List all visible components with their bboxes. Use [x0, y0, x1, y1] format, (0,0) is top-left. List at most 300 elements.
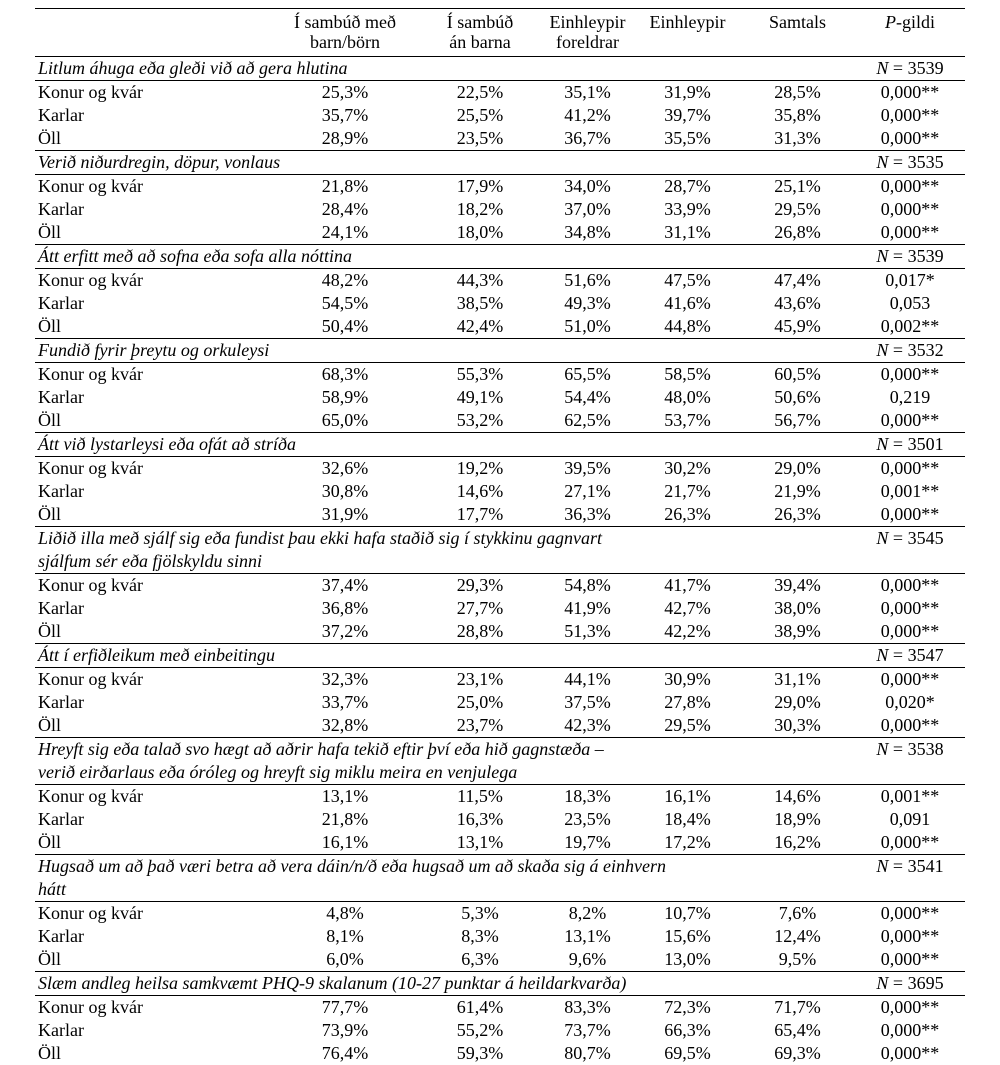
- section-title-line: hátt: [38, 879, 67, 899]
- cell-single: 53,7%: [635, 409, 740, 433]
- cell-p-value: 0,000**: [880, 458, 940, 478]
- cell-cohabiting-no-children: 55,3%: [456, 364, 504, 384]
- cell-p-value: 0,020*: [885, 692, 935, 712]
- cell-total: 12,4%: [774, 926, 821, 946]
- cell-single: 31,1%: [635, 221, 740, 245]
- cell-total: 65,4%: [774, 1020, 821, 1040]
- statistics-table: [35, 8, 965, 1065]
- cell-cohabiting-with-children: 68,3%: [321, 364, 369, 384]
- cell-single: 16,1%: [664, 786, 711, 806]
- cell-cohabiting-with-children: 73,9%: [321, 1020, 369, 1040]
- section-sample-size: [855, 151, 965, 175]
- section-title: [35, 855, 855, 902]
- cell-p-value: 0,000**: [855, 948, 965, 972]
- section-title-line: Liðið illa með sjálf sig eða fundist þau ekki hafa staðið sig í stykkinu gagnvart: [38, 528, 602, 548]
- cell-single-parents: 35,1%: [564, 82, 611, 102]
- section-sample-size: [855, 644, 965, 668]
- cell-cohabiting-no-children: 18,0%: [420, 221, 540, 245]
- cell-total: 28,5%: [774, 82, 821, 102]
- row-label: Öll: [35, 620, 270, 644]
- row-label: Konur og kvár: [38, 364, 143, 384]
- column-header-line: foreldrar: [556, 32, 619, 52]
- cell-p-value: 0,001**: [880, 481, 940, 501]
- cell-single: 29,5%: [635, 714, 740, 738]
- row-label: Karlar: [38, 199, 84, 219]
- cell-total: 35,8%: [774, 105, 821, 125]
- table-row: [35, 363, 965, 387]
- cell-cohabiting-with-children: 24,1%: [270, 221, 420, 245]
- cell-cohabiting-with-children: 4,8%: [326, 903, 364, 923]
- cell-p-value: 0,000**: [855, 714, 965, 738]
- cell-total: 60,5%: [774, 364, 821, 384]
- cell-single: 30,2%: [664, 458, 711, 478]
- cell-single: 42,7%: [664, 598, 711, 618]
- cell-total: 69,3%: [740, 1042, 855, 1065]
- cell-p-value: 0,091: [889, 809, 931, 829]
- cell-total: 50,6%: [774, 387, 821, 407]
- section-header-row: [35, 339, 965, 363]
- column-header-cohabiting-with-children: [270, 9, 420, 57]
- math-symbol: P: [885, 12, 896, 32]
- row-label: Konur og kvár: [38, 997, 143, 1017]
- section-header-row: [35, 245, 965, 269]
- table-header: [35, 9, 965, 57]
- cell-single-parents: 36,3%: [540, 503, 635, 527]
- cell-p-value: 0,000**: [880, 903, 940, 923]
- cell-total: 29,0%: [774, 692, 821, 712]
- section-header-row: [35, 972, 965, 996]
- cell-total: 25,1%: [774, 176, 821, 196]
- row-label: Konur og kvár: [38, 176, 143, 196]
- section-header-row: [35, 855, 965, 902]
- cell-single-parents: 19,7%: [540, 831, 635, 855]
- cell-single: 33,9%: [664, 199, 711, 219]
- math-symbol: N: [876, 246, 889, 266]
- math-symbol-suffix: = 3545: [888, 528, 944, 548]
- table-row: [35, 948, 965, 972]
- cell-single: 15,6%: [664, 926, 711, 946]
- cell-single: 42,2%: [635, 620, 740, 644]
- cell-cohabiting-no-children: 59,3%: [420, 1042, 540, 1065]
- cell-single: 35,5%: [635, 127, 740, 151]
- section-title: [35, 433, 855, 457]
- cell-cohabiting-no-children: 22,5%: [456, 82, 504, 102]
- cell-single-parents: 34,0%: [564, 176, 611, 196]
- cell-single: 48,0%: [664, 387, 711, 407]
- cell-single: 30,9%: [664, 669, 711, 689]
- cell-single: 18,4%: [664, 809, 711, 829]
- cell-cohabiting-no-children: 38,5%: [456, 293, 504, 313]
- cell-p-value: 0,017*: [885, 270, 935, 290]
- section-title-line: Fundið fyrir þreytu og orkuleysi: [38, 340, 270, 360]
- cell-cohabiting-with-children: 76,4%: [270, 1042, 420, 1065]
- cell-single-parents: 9,6%: [540, 948, 635, 972]
- section-title: [35, 151, 855, 175]
- cell-single-parents: 49,3%: [564, 293, 611, 313]
- table-row: [35, 480, 965, 503]
- table-body: [35, 57, 965, 1065]
- cell-single-parents: 51,6%: [564, 270, 611, 290]
- table-row: [35, 1019, 965, 1042]
- cell-cohabiting-no-children: 17,9%: [456, 176, 504, 196]
- cell-cohabiting-with-children: 50,4%: [270, 315, 420, 339]
- cell-single: 41,7%: [664, 575, 711, 595]
- cell-cohabiting-no-children: 25,5%: [456, 105, 504, 125]
- section-header-row: [35, 527, 965, 574]
- row-label: Karlar: [38, 809, 84, 829]
- column-header-line: Í sambúð með: [294, 12, 396, 32]
- table-row: [35, 831, 965, 855]
- cell-cohabiting-with-children: 28,4%: [321, 199, 369, 219]
- cell-cohabiting-with-children: 58,9%: [321, 387, 369, 407]
- cell-single-parents: 34,8%: [540, 221, 635, 245]
- cell-single-parents: 37,0%: [564, 199, 611, 219]
- row-label: Öll: [35, 831, 270, 855]
- cell-cohabiting-with-children: 32,6%: [321, 458, 369, 478]
- cell-cohabiting-with-children: 77,7%: [321, 997, 369, 1017]
- cell-single-parents: 80,7%: [540, 1042, 635, 1065]
- cell-p-value: 0,000**: [880, 575, 940, 595]
- cell-cohabiting-with-children: 36,8%: [321, 598, 369, 618]
- column-header-total: [740, 9, 855, 57]
- table-row: [35, 409, 965, 433]
- section-sample-size: [855, 245, 965, 269]
- cell-cohabiting-with-children: 16,1%: [270, 831, 420, 855]
- row-label: Konur og kvár: [38, 575, 143, 595]
- cell-p-value: 0,000**: [855, 831, 965, 855]
- cell-single-parents: 62,5%: [540, 409, 635, 433]
- table-row: [35, 315, 965, 339]
- cell-single: 47,5%: [664, 270, 711, 290]
- cell-cohabiting-with-children: 37,4%: [321, 575, 369, 595]
- cell-total: 39,4%: [774, 575, 821, 595]
- row-label: Öll: [35, 127, 270, 151]
- table-row: [35, 902, 965, 926]
- cell-cohabiting-with-children: 31,9%: [270, 503, 420, 527]
- cell-total: 14,6%: [774, 786, 821, 806]
- row-label: Karlar: [38, 692, 84, 712]
- cell-cohabiting-with-children: 13,1%: [321, 786, 369, 806]
- table-row: [35, 714, 965, 738]
- cell-cohabiting-no-children: 17,7%: [420, 503, 540, 527]
- cell-single-parents: 73,7%: [564, 1020, 611, 1040]
- section-header-row: [35, 151, 965, 175]
- cell-total: 21,9%: [774, 481, 821, 501]
- math-symbol-suffix: = 3547: [888, 645, 944, 665]
- cell-cohabiting-no-children: 23,5%: [420, 127, 540, 151]
- cell-single-parents: 27,1%: [564, 481, 611, 501]
- cell-total: 38,9%: [740, 620, 855, 644]
- cell-p-value: 0,000**: [880, 105, 940, 125]
- cell-p-value: 0,000**: [880, 997, 940, 1017]
- section-title-line: verið eirðarlaus eða óróleg og hreyft sig miklu meira en venjulega: [38, 762, 518, 782]
- cell-single-parents: 13,1%: [564, 926, 611, 946]
- cell-p-value: 0,000**: [855, 221, 965, 245]
- row-label: Konur og kvár: [38, 786, 143, 806]
- table-row: [35, 597, 965, 620]
- section-sample-size: [855, 972, 965, 996]
- cell-p-value: 0,000**: [855, 409, 965, 433]
- math-symbol: N: [876, 645, 889, 665]
- section-sample-size: [855, 433, 965, 457]
- math-symbol-suffix: = 3539: [888, 58, 944, 78]
- math-symbol: N: [876, 739, 889, 759]
- row-label: Öll: [35, 1042, 270, 1065]
- column-header-p-value: [855, 9, 965, 57]
- math-symbol: N: [876, 152, 889, 172]
- row-label: Öll: [35, 315, 270, 339]
- cell-cohabiting-no-children: 5,3%: [461, 903, 499, 923]
- section-title-line: Átt í erfiðleikum með einbeitingu: [38, 645, 275, 665]
- math-symbol: N: [876, 528, 889, 548]
- math-symbol-suffix: = 3695: [888, 973, 944, 993]
- cell-single: 27,8%: [664, 692, 711, 712]
- cell-p-value: 0,053: [889, 293, 931, 313]
- section-title-line: Slæm andleg heilsa samkvæmt PHQ-9 skalanum (10-27 punktar á heildarkvarða): [38, 973, 627, 993]
- header-row: [35, 9, 965, 57]
- cell-cohabiting-no-children: 29,3%: [456, 575, 504, 595]
- section-title: [35, 339, 855, 363]
- table-row: [35, 386, 965, 409]
- math-symbol-suffix: = 3535: [888, 152, 944, 172]
- cell-single-parents: 42,3%: [540, 714, 635, 738]
- cell-p-value: 0,000**: [880, 598, 940, 618]
- cell-cohabiting-no-children: 18,2%: [456, 199, 504, 219]
- cell-cohabiting-with-children: 21,8%: [321, 176, 369, 196]
- column-header-line: Einhleypir: [549, 12, 626, 32]
- column-header-line: [855, 12, 965, 32]
- cell-cohabiting-with-children: 32,3%: [321, 669, 369, 689]
- cell-p-value: 0,000**: [880, 82, 940, 102]
- section-title: [35, 644, 855, 668]
- column-header-line: Samtals: [769, 12, 826, 32]
- row-label: Öll: [35, 409, 270, 433]
- cell-total: 71,7%: [774, 997, 821, 1017]
- table-row: [35, 785, 965, 809]
- cell-cohabiting-no-children: 14,6%: [456, 481, 504, 501]
- cell-cohabiting-with-children: 33,7%: [321, 692, 369, 712]
- math-symbol: N: [876, 973, 889, 993]
- section-header-row: [35, 57, 965, 81]
- cell-single-parents: 23,5%: [564, 809, 611, 829]
- section-sample-size: [855, 738, 965, 785]
- cell-cohabiting-no-children: 27,7%: [456, 598, 504, 618]
- section-header-row: [35, 433, 965, 457]
- cell-total: 9,5%: [740, 948, 855, 972]
- cell-single-parents: 36,7%: [540, 127, 635, 151]
- cell-total: 38,0%: [774, 598, 821, 618]
- cell-single: 41,6%: [664, 293, 711, 313]
- cell-single-parents: 51,0%: [540, 315, 635, 339]
- cell-p-value: 0,000**: [855, 127, 965, 151]
- row-label: Karlar: [38, 481, 84, 501]
- column-header-line: Einhleypir: [649, 12, 726, 32]
- cell-total: 16,2%: [740, 831, 855, 855]
- table-row: [35, 127, 965, 151]
- table-row: [35, 503, 965, 527]
- cell-single: 31,9%: [664, 82, 711, 102]
- cell-cohabiting-with-children: 28,9%: [270, 127, 420, 151]
- cell-total: 26,8%: [740, 221, 855, 245]
- column-header-single: [635, 9, 740, 57]
- cell-cohabiting-no-children: 8,3%: [461, 926, 499, 946]
- cell-single-parents: 41,2%: [564, 105, 611, 125]
- math-symbol: N: [876, 58, 889, 78]
- table-row: [35, 808, 965, 831]
- cell-single-parents: 54,4%: [564, 387, 611, 407]
- section-title-line: Verið niðurdregin, döpur, vonlaus: [38, 152, 281, 172]
- row-label: Karlar: [38, 1020, 84, 1040]
- cell-single: 28,7%: [664, 176, 711, 196]
- cell-cohabiting-no-children: 44,3%: [456, 270, 504, 290]
- row-label: Konur og kvár: [38, 270, 143, 290]
- section-sample-size: [855, 57, 965, 81]
- cell-cohabiting-with-children: 32,8%: [270, 714, 420, 738]
- row-label: Karlar: [38, 105, 84, 125]
- table-row: [35, 269, 965, 293]
- math-symbol-suffix: = 3538: [888, 739, 944, 759]
- cell-p-value: 0,219: [889, 387, 931, 407]
- section-title-line: Hugsað um að það væri betra að vera dáin/n/ð eða hugsað um að skaða sig á einhvern: [38, 856, 666, 876]
- cell-single-parents: 37,5%: [564, 692, 611, 712]
- table-row: [35, 996, 965, 1020]
- cell-p-value: 0,002**: [855, 315, 965, 339]
- cell-total: 45,9%: [740, 315, 855, 339]
- table-row: [35, 175, 965, 199]
- section-header-row: [35, 738, 965, 785]
- cell-cohabiting-with-children: 37,2%: [270, 620, 420, 644]
- cell-total: 43,6%: [774, 293, 821, 313]
- cell-p-value: 0,000**: [880, 176, 940, 196]
- cell-single-parents: 83,3%: [564, 997, 611, 1017]
- math-symbol-suffix: = 3501: [888, 434, 944, 454]
- cell-total: 29,0%: [774, 458, 821, 478]
- cell-cohabiting-no-children: 61,4%: [456, 997, 504, 1017]
- table-row: [35, 457, 965, 481]
- cell-p-value: 0,000**: [855, 503, 965, 527]
- row-label: Öll: [35, 948, 270, 972]
- table-row: [35, 925, 965, 948]
- row-label: Karlar: [38, 598, 84, 618]
- cell-single-parents: 44,1%: [564, 669, 611, 689]
- cell-cohabiting-no-children: 53,2%: [420, 409, 540, 433]
- table-row: [35, 1042, 965, 1065]
- table-row: [35, 292, 965, 315]
- cell-single-parents: 41,9%: [564, 598, 611, 618]
- cell-cohabiting-no-children: 25,0%: [456, 692, 504, 712]
- cell-cohabiting-with-children: 25,3%: [321, 82, 369, 102]
- cell-single: 58,5%: [664, 364, 711, 384]
- cell-cohabiting-no-children: 42,4%: [420, 315, 540, 339]
- row-label: Konur og kvár: [38, 82, 143, 102]
- table-row: [35, 104, 965, 127]
- math-symbol-suffix: -gildi: [896, 12, 935, 32]
- column-header-line: án barna: [449, 32, 511, 52]
- row-label: Konur og kvár: [38, 458, 143, 478]
- cell-total: 18,9%: [774, 809, 821, 829]
- section-title: [35, 57, 855, 81]
- row-label: Karlar: [38, 293, 84, 313]
- cell-single: 69,5%: [635, 1042, 740, 1065]
- section-header-row: [35, 644, 965, 668]
- cell-p-value: 0,000**: [880, 669, 940, 689]
- cell-p-value: 0,000**: [855, 620, 965, 644]
- section-title: [35, 527, 855, 574]
- cell-single-parents: 51,3%: [540, 620, 635, 644]
- cell-total: 7,6%: [778, 903, 817, 923]
- cell-cohabiting-with-children: 21,8%: [321, 809, 369, 829]
- cell-single: 21,7%: [664, 481, 711, 501]
- cell-cohabiting-no-children: 23,1%: [456, 669, 504, 689]
- section-title: [35, 972, 855, 996]
- cell-cohabiting-no-children: 6,3%: [420, 948, 540, 972]
- cell-cohabiting-no-children: 23,7%: [420, 714, 540, 738]
- row-label: Öll: [35, 503, 270, 527]
- table-row: [35, 81, 965, 105]
- cell-total: 26,3%: [740, 503, 855, 527]
- cell-total: 56,7%: [740, 409, 855, 433]
- column-header-cohabiting-no-children: [420, 9, 540, 57]
- cell-single: 66,3%: [664, 1020, 711, 1040]
- math-symbol: N: [876, 434, 889, 454]
- math-symbol-suffix: = 3532: [888, 340, 944, 360]
- cell-cohabiting-no-children: 19,2%: [456, 458, 504, 478]
- row-label: Karlar: [38, 926, 84, 946]
- section-title-line: sjálfum sér eða fjölskyldu sinni: [38, 551, 262, 571]
- cell-single-parents: 8,2%: [568, 903, 607, 923]
- cell-single-parents: 65,5%: [564, 364, 611, 384]
- cell-cohabiting-with-children: 65,0%: [270, 409, 420, 433]
- section-title-line: Litlum áhuga eða gleði við að gera hlutina: [38, 58, 348, 78]
- section-sample-size: [855, 527, 965, 574]
- cell-single: 44,8%: [635, 315, 740, 339]
- cell-p-value: 0,000**: [880, 199, 940, 219]
- table-row: [35, 620, 965, 644]
- cell-cohabiting-with-children: 35,7%: [321, 105, 369, 125]
- row-label: Konur og kvár: [38, 669, 143, 689]
- table-row: [35, 668, 965, 692]
- cell-cohabiting-with-children: 54,5%: [321, 293, 369, 313]
- column-header-single-parents: [540, 9, 635, 57]
- cell-single: 39,7%: [664, 105, 711, 125]
- row-label: Karlar: [38, 387, 84, 407]
- section-title: [35, 738, 855, 785]
- cell-p-value: 0,000**: [880, 364, 940, 384]
- cell-cohabiting-no-children: 28,8%: [420, 620, 540, 644]
- math-symbol: N: [876, 340, 889, 360]
- cell-cohabiting-no-children: 49,1%: [456, 387, 504, 407]
- cell-p-value: 0,000**: [880, 1020, 940, 1040]
- section-sample-size: [855, 339, 965, 363]
- table-row: [35, 198, 965, 221]
- column-header-line: barn/börn: [310, 32, 380, 52]
- section-title-line: Átt erfitt með að sofna eða sofa alla nóttina: [38, 246, 352, 266]
- cell-single: 10,7%: [664, 903, 711, 923]
- cell-cohabiting-no-children: 11,5%: [457, 786, 503, 806]
- cell-total: 29,5%: [774, 199, 821, 219]
- math-symbol: N: [876, 856, 889, 876]
- cell-p-value: 0,000**: [855, 1042, 965, 1065]
- column-header-row-label: [35, 9, 270, 57]
- cell-cohabiting-with-children: 30,8%: [321, 481, 369, 501]
- cell-cohabiting-with-children: 8,1%: [326, 926, 364, 946]
- cell-total: 47,4%: [774, 270, 821, 290]
- table-row: [35, 574, 965, 598]
- cell-single-parents: 39,5%: [564, 458, 611, 478]
- cell-cohabiting-no-children: 55,2%: [456, 1020, 504, 1040]
- math-symbol-suffix: = 3541: [888, 856, 944, 876]
- cell-cohabiting-with-children: 6,0%: [270, 948, 420, 972]
